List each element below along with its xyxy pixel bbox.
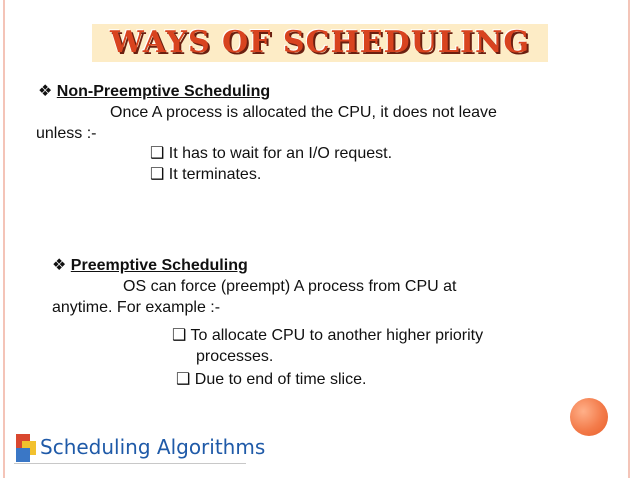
non-preemptive-line-1: Once A process is allocated the CPU, it does not leave [110,104,497,121]
square-bullet-icon: ❑ [150,145,165,162]
list-item-text: It terminates. [168,166,262,183]
non-preemptive-heading: Non-Preemptive Scheduling [56,83,271,100]
diamond-bullet-icon: ❖ [38,83,53,100]
logo-divider [14,463,246,464]
list-item [176,370,366,389]
slide-title: WAYS OF SCHEDULING [109,25,531,60]
preemptive-heading: Preemptive Scheduling [70,257,248,274]
logo-blue-square [16,448,30,462]
square-bullet-icon: ❑ [172,327,187,344]
list-item [172,326,483,345]
list-item [150,144,392,163]
diamond-bullet-icon: ❖ [52,257,67,274]
non-preemptive-line-2: unless :- [36,125,97,142]
preemptive-line-2: anytime. For example :- [52,299,221,316]
logo-text: Scheduling Algorithms [40,435,266,459]
preemptive-line-1: OS can force (preempt) A process from CPU at [123,278,457,295]
right-border-line [628,0,630,478]
list-item [150,165,261,184]
list-item-text: Due to end of time slice. [194,371,367,388]
preemptive-heading-row [52,256,248,275]
scheduling-algorithms-logo [12,428,266,464]
left-border-line [3,0,5,478]
non-preemptive-heading-row [38,82,270,101]
list-item-text: To allocate CPU to another higher priority [190,327,484,344]
square-bullet-icon: ❑ [150,166,165,183]
decorative-circle [570,398,608,436]
list-item-text: It has to wait for an I/O request. [168,145,393,162]
list-item-continuation: processes. [196,348,274,365]
square-bullet-icon: ❑ [176,371,191,388]
